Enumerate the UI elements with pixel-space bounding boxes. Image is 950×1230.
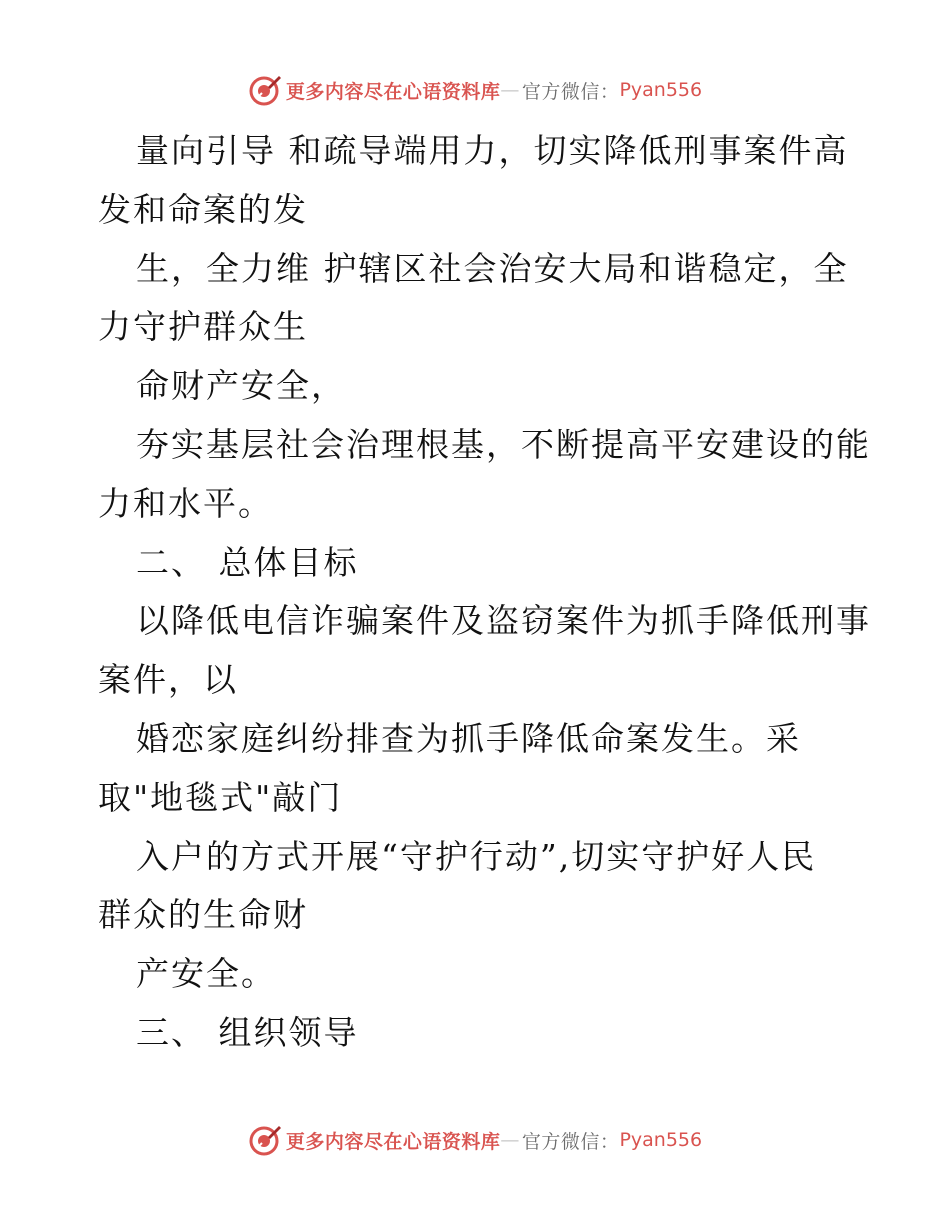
body-line: 群众的生命财 <box>98 895 308 935</box>
watermark-label: 官方微信： <box>521 80 620 103</box>
watermark-text: 更多内容尽在心语资料库 <box>285 1130 501 1153</box>
body-line: 案件，以 <box>98 660 238 700</box>
footer-watermark <box>0 1120 950 1160</box>
document-body <box>98 122 878 1063</box>
body-line: 入户的方式开展“守护行动”,切实守护好人民 <box>136 836 817 876</box>
body-line: 产安全。 <box>136 954 276 994</box>
body-line: 力守护群众生 <box>98 307 308 347</box>
watermark-wechat-id: Pyan556 <box>619 79 703 101</box>
watermark-dash: — <box>500 1129 520 1151</box>
watermark-label: 官方微信： <box>521 1130 620 1153</box>
body-line: 婚恋家庭纠纷排查为抓手降低命案发生。采 <box>136 718 801 758</box>
section-heading: 二、 总体目标 <box>136 542 359 582</box>
watermark-dash: — <box>500 79 520 101</box>
body-line: 命财产安全， <box>136 366 346 406</box>
body-line: 生，全力维 护辖区社会治安大局和谐稳定，全 <box>136 248 849 288</box>
pen-quill-logo-icon <box>248 73 282 107</box>
watermark-text: 更多内容尽在心语资料库 <box>285 80 501 103</box>
body-line: 量向引导 和疏导端用力，切实降低刑事案件高 <box>136 131 849 170</box>
body-line: 夯实基层社会治理根基，不断提高平安建设的能 <box>136 424 871 464</box>
watermark-wechat-id: Pyan556 <box>619 1129 703 1151</box>
body-line: 力和水平。 <box>98 483 273 523</box>
section-heading: 三、 组织领导 <box>136 1012 359 1052</box>
body-line: 以降低电信诈骗案件及盗窃案件为抓手降低刑事 <box>136 601 871 641</box>
header-watermark <box>0 70 950 110</box>
body-line: 发和命案的发 <box>98 189 308 229</box>
pen-quill-logo-icon <box>248 1123 282 1157</box>
body-line: 取"地毯式"敲门 <box>98 777 343 817</box>
